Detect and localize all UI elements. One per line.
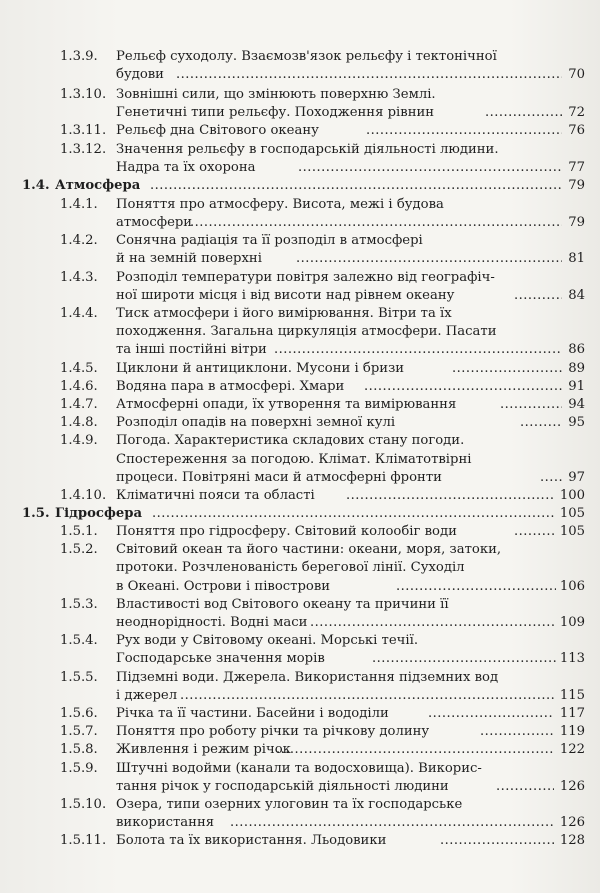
entry-title-line: Підземні води. Джерела. Використання підземних вод bbox=[116, 670, 499, 685]
toc-entry-continuation: процеси. Повітряні маси й атмосферні фронти bbox=[116, 470, 442, 485]
dot-leader bbox=[440, 832, 554, 850]
page-number[interactable]: 89 bbox=[568, 361, 585, 376]
dot-leader bbox=[364, 378, 562, 396]
page-number[interactable]: 119 bbox=[559, 724, 585, 739]
entry-number: 1.5.5. bbox=[60, 670, 98, 685]
dot-leader bbox=[276, 741, 554, 759]
dot-leader bbox=[396, 578, 556, 596]
page-number[interactable]: 79 bbox=[568, 178, 585, 193]
toc-entry-continuation: та інші постійні вітри bbox=[116, 342, 267, 357]
page-number[interactable]: 117 bbox=[559, 706, 585, 721]
entry-title-line: Розподіл опадів на поверхні земної кулі bbox=[116, 415, 396, 430]
page-number[interactable]: 91 bbox=[568, 379, 585, 394]
dot-leader bbox=[296, 250, 562, 268]
entry-title-line: Живлення і режим річок bbox=[116, 742, 291, 757]
page-number[interactable]: 126 bbox=[559, 815, 585, 830]
entry-title-line: Рельєф суходолу. Взаємозв'язок рельєфу і тектонічної bbox=[116, 49, 497, 64]
entry-title-line: Рух води у Світовому океані. Морські течії. bbox=[116, 633, 419, 648]
entry-number: 1.4.8. bbox=[60, 415, 98, 430]
page-number[interactable]: 76 bbox=[568, 123, 585, 138]
entry-number: 1.5.4. bbox=[60, 633, 98, 648]
dot-leader bbox=[346, 487, 554, 505]
entry-number: 1.4.6. bbox=[60, 379, 98, 394]
page-number[interactable]: 105 bbox=[559, 506, 585, 521]
entry-number: 1.3.11. bbox=[60, 123, 107, 138]
entry-number: 1.4.4. bbox=[60, 306, 98, 321]
page-number[interactable]: 95 bbox=[568, 415, 585, 430]
toc-entry-continuation: походження. Загальна циркуляція атмосфери. Пасати bbox=[116, 324, 497, 339]
entry-number: 1.5.1. bbox=[60, 524, 98, 539]
entry-number: 1.5.6. bbox=[60, 706, 98, 721]
dot-leader bbox=[496, 778, 554, 796]
entry-title-line: Рельєф дна Світового океану bbox=[116, 123, 319, 138]
entry-title-line: Поняття про атмосферу. Висота, межі і будова bbox=[116, 197, 444, 212]
page-number[interactable]: 105 bbox=[559, 524, 585, 539]
toc-entry-continuation: Надра та їх охорона bbox=[116, 160, 256, 175]
entry-title-line: Поняття про гідросферу. Світовий колообіг води bbox=[116, 524, 457, 539]
page-number[interactable]: 72 bbox=[568, 105, 585, 120]
entry-number: 1.5.3. bbox=[60, 597, 98, 612]
entry-number: 1.4.3. bbox=[60, 270, 98, 285]
entry-title-line: Штучні водойми (канали та водосховища). Викорис- bbox=[116, 761, 482, 776]
entry-number: 1.5.11. bbox=[60, 833, 107, 848]
entry-title-line: Річка та її частини. Басейни і вододіли bbox=[116, 706, 389, 721]
section-number: 1.5. bbox=[22, 506, 50, 521]
dot-leader bbox=[480, 723, 554, 741]
section-number: 1.4. bbox=[22, 178, 50, 193]
entry-title-line: Зовнішні сили, що змінюють поверхню Землі. bbox=[116, 87, 436, 102]
dot-leader bbox=[372, 650, 556, 668]
dot-leader bbox=[274, 341, 562, 359]
page-number[interactable]: 109 bbox=[559, 615, 585, 630]
page-number[interactable]: 81 bbox=[568, 251, 585, 266]
entry-number: 1.5.10. bbox=[60, 797, 107, 812]
entry-number: 1.5.9. bbox=[60, 761, 98, 776]
toc-entry-continuation: й на земній поверхні bbox=[116, 251, 262, 266]
page-number[interactable]: 79 bbox=[568, 215, 585, 230]
toc-entry-continuation: неоднорідності. Водні маси bbox=[116, 615, 308, 630]
page-number[interactable]: 84 bbox=[568, 288, 585, 303]
page-number[interactable]: 94 bbox=[568, 397, 585, 412]
dot-leader bbox=[520, 414, 562, 432]
section-title: Атмосфера bbox=[55, 178, 141, 193]
page-number[interactable]: 113 bbox=[559, 651, 585, 666]
entry-number: 1.3.12. bbox=[60, 142, 107, 157]
dot-leader bbox=[452, 360, 562, 378]
dot-leader bbox=[540, 469, 562, 487]
dot-leader bbox=[176, 66, 562, 84]
page-number[interactable]: 126 bbox=[559, 779, 585, 794]
toc-entry-continuation: тання річок у господарській діяльності людини bbox=[116, 779, 449, 794]
entry-number: 1.4.5. bbox=[60, 361, 98, 376]
page-number[interactable]: 97 bbox=[568, 470, 585, 485]
entry-number: 1.5.8. bbox=[60, 742, 98, 757]
dot-leader bbox=[152, 505, 554, 523]
entry-title-line: Світовий океан та його частини: океани, моря, затоки, bbox=[116, 542, 502, 557]
page-number[interactable]: 122 bbox=[559, 742, 585, 757]
toc-entry-continuation: Генетичні типи рельєфу. Походження рівнин bbox=[116, 105, 435, 120]
page-number[interactable]: 77 bbox=[568, 160, 585, 175]
entry-number: 1.5.2. bbox=[60, 542, 98, 557]
entry-number: 1.3.10. bbox=[60, 87, 107, 102]
entry-number: 1.4.9. bbox=[60, 433, 98, 448]
dot-leader bbox=[190, 214, 562, 232]
dot-leader bbox=[180, 687, 556, 705]
toc-entry-continuation: Господарське значення морів bbox=[116, 651, 325, 666]
dot-leader bbox=[428, 705, 554, 723]
entry-title-line: Атмосферні опади, їх утворення та вимірювання bbox=[116, 397, 457, 412]
dot-leader bbox=[514, 287, 562, 305]
entry-title-line: Розподіл температури повітря залежно від географіч- bbox=[116, 270, 495, 285]
dot-leader bbox=[366, 122, 562, 140]
entry-number: 1.3.9. bbox=[60, 49, 98, 64]
toc-entry-continuation: в Океані. Острови і півострови bbox=[116, 579, 331, 594]
entry-number: 1.4.7. bbox=[60, 397, 98, 412]
entry-title-line: Водяна пара в атмосфері. Хмари bbox=[116, 379, 345, 394]
dot-leader bbox=[230, 814, 554, 832]
entry-number: 1.4.2. bbox=[60, 233, 98, 248]
entry-title-line: Погода. Характеристика складових стану погоди. bbox=[116, 433, 465, 448]
toc-entry-continuation: протоки. Розчленованість берегової лінії. Суходіл bbox=[116, 560, 465, 575]
page-number[interactable]: 86 bbox=[568, 342, 585, 357]
entry-title-line: Кліматичні пояси та області bbox=[116, 488, 315, 503]
entry-number: 1.5.7. bbox=[60, 724, 98, 739]
entry-title-line: Властивості вод Світового океану та причини її bbox=[116, 597, 449, 612]
dot-leader bbox=[500, 396, 562, 414]
entry-number: 1.4.10. bbox=[60, 488, 107, 503]
dot-leader bbox=[298, 159, 562, 177]
toc-entry-continuation: будови bbox=[116, 67, 164, 82]
entry-title-line: Тиск атмосфери і його вимірювання. Вітри та їх bbox=[116, 306, 452, 321]
toc-entry-continuation: ної широти місця і від висоти над рівнем океану bbox=[116, 288, 455, 303]
page-number[interactable]: 70 bbox=[568, 67, 585, 82]
page-number[interactable]: 128 bbox=[559, 833, 585, 848]
page-number[interactable]: 115 bbox=[559, 688, 585, 703]
dot-leader bbox=[514, 523, 554, 541]
toc-entry-continuation: Спостереження за погодою. Клімат. Кліматотвірні bbox=[116, 452, 472, 467]
dot-leader bbox=[150, 177, 562, 195]
entry-title-line: Сонячна радіація та її розподіл в атмосфері bbox=[116, 233, 423, 248]
toc-entry-continuation: використання bbox=[116, 815, 215, 830]
entry-number: 1.4.1. bbox=[60, 197, 98, 212]
toc-entry-continuation: атмосфери bbox=[116, 215, 193, 230]
dot-leader bbox=[485, 104, 562, 122]
page-number[interactable]: 100 bbox=[559, 488, 585, 503]
entry-title-line: Циклони й антициклони. Мусони і бризи bbox=[116, 361, 405, 376]
entry-title-line: Поняття про роботу річки та річкову долину bbox=[116, 724, 430, 739]
entry-title-line: Озера, типи озерних улоговин та їх господарське bbox=[116, 797, 463, 812]
entry-title-line: Болота та їх використання. Льодовики bbox=[116, 833, 387, 848]
section-title: Гідросфера bbox=[55, 506, 143, 521]
toc-entry-continuation: і джерел bbox=[116, 688, 178, 703]
dot-leader bbox=[310, 614, 556, 632]
page-number[interactable]: 106 bbox=[559, 579, 585, 594]
entry-title-line: Значення рельєфу в господарській діяльності людини. bbox=[116, 142, 499, 157]
